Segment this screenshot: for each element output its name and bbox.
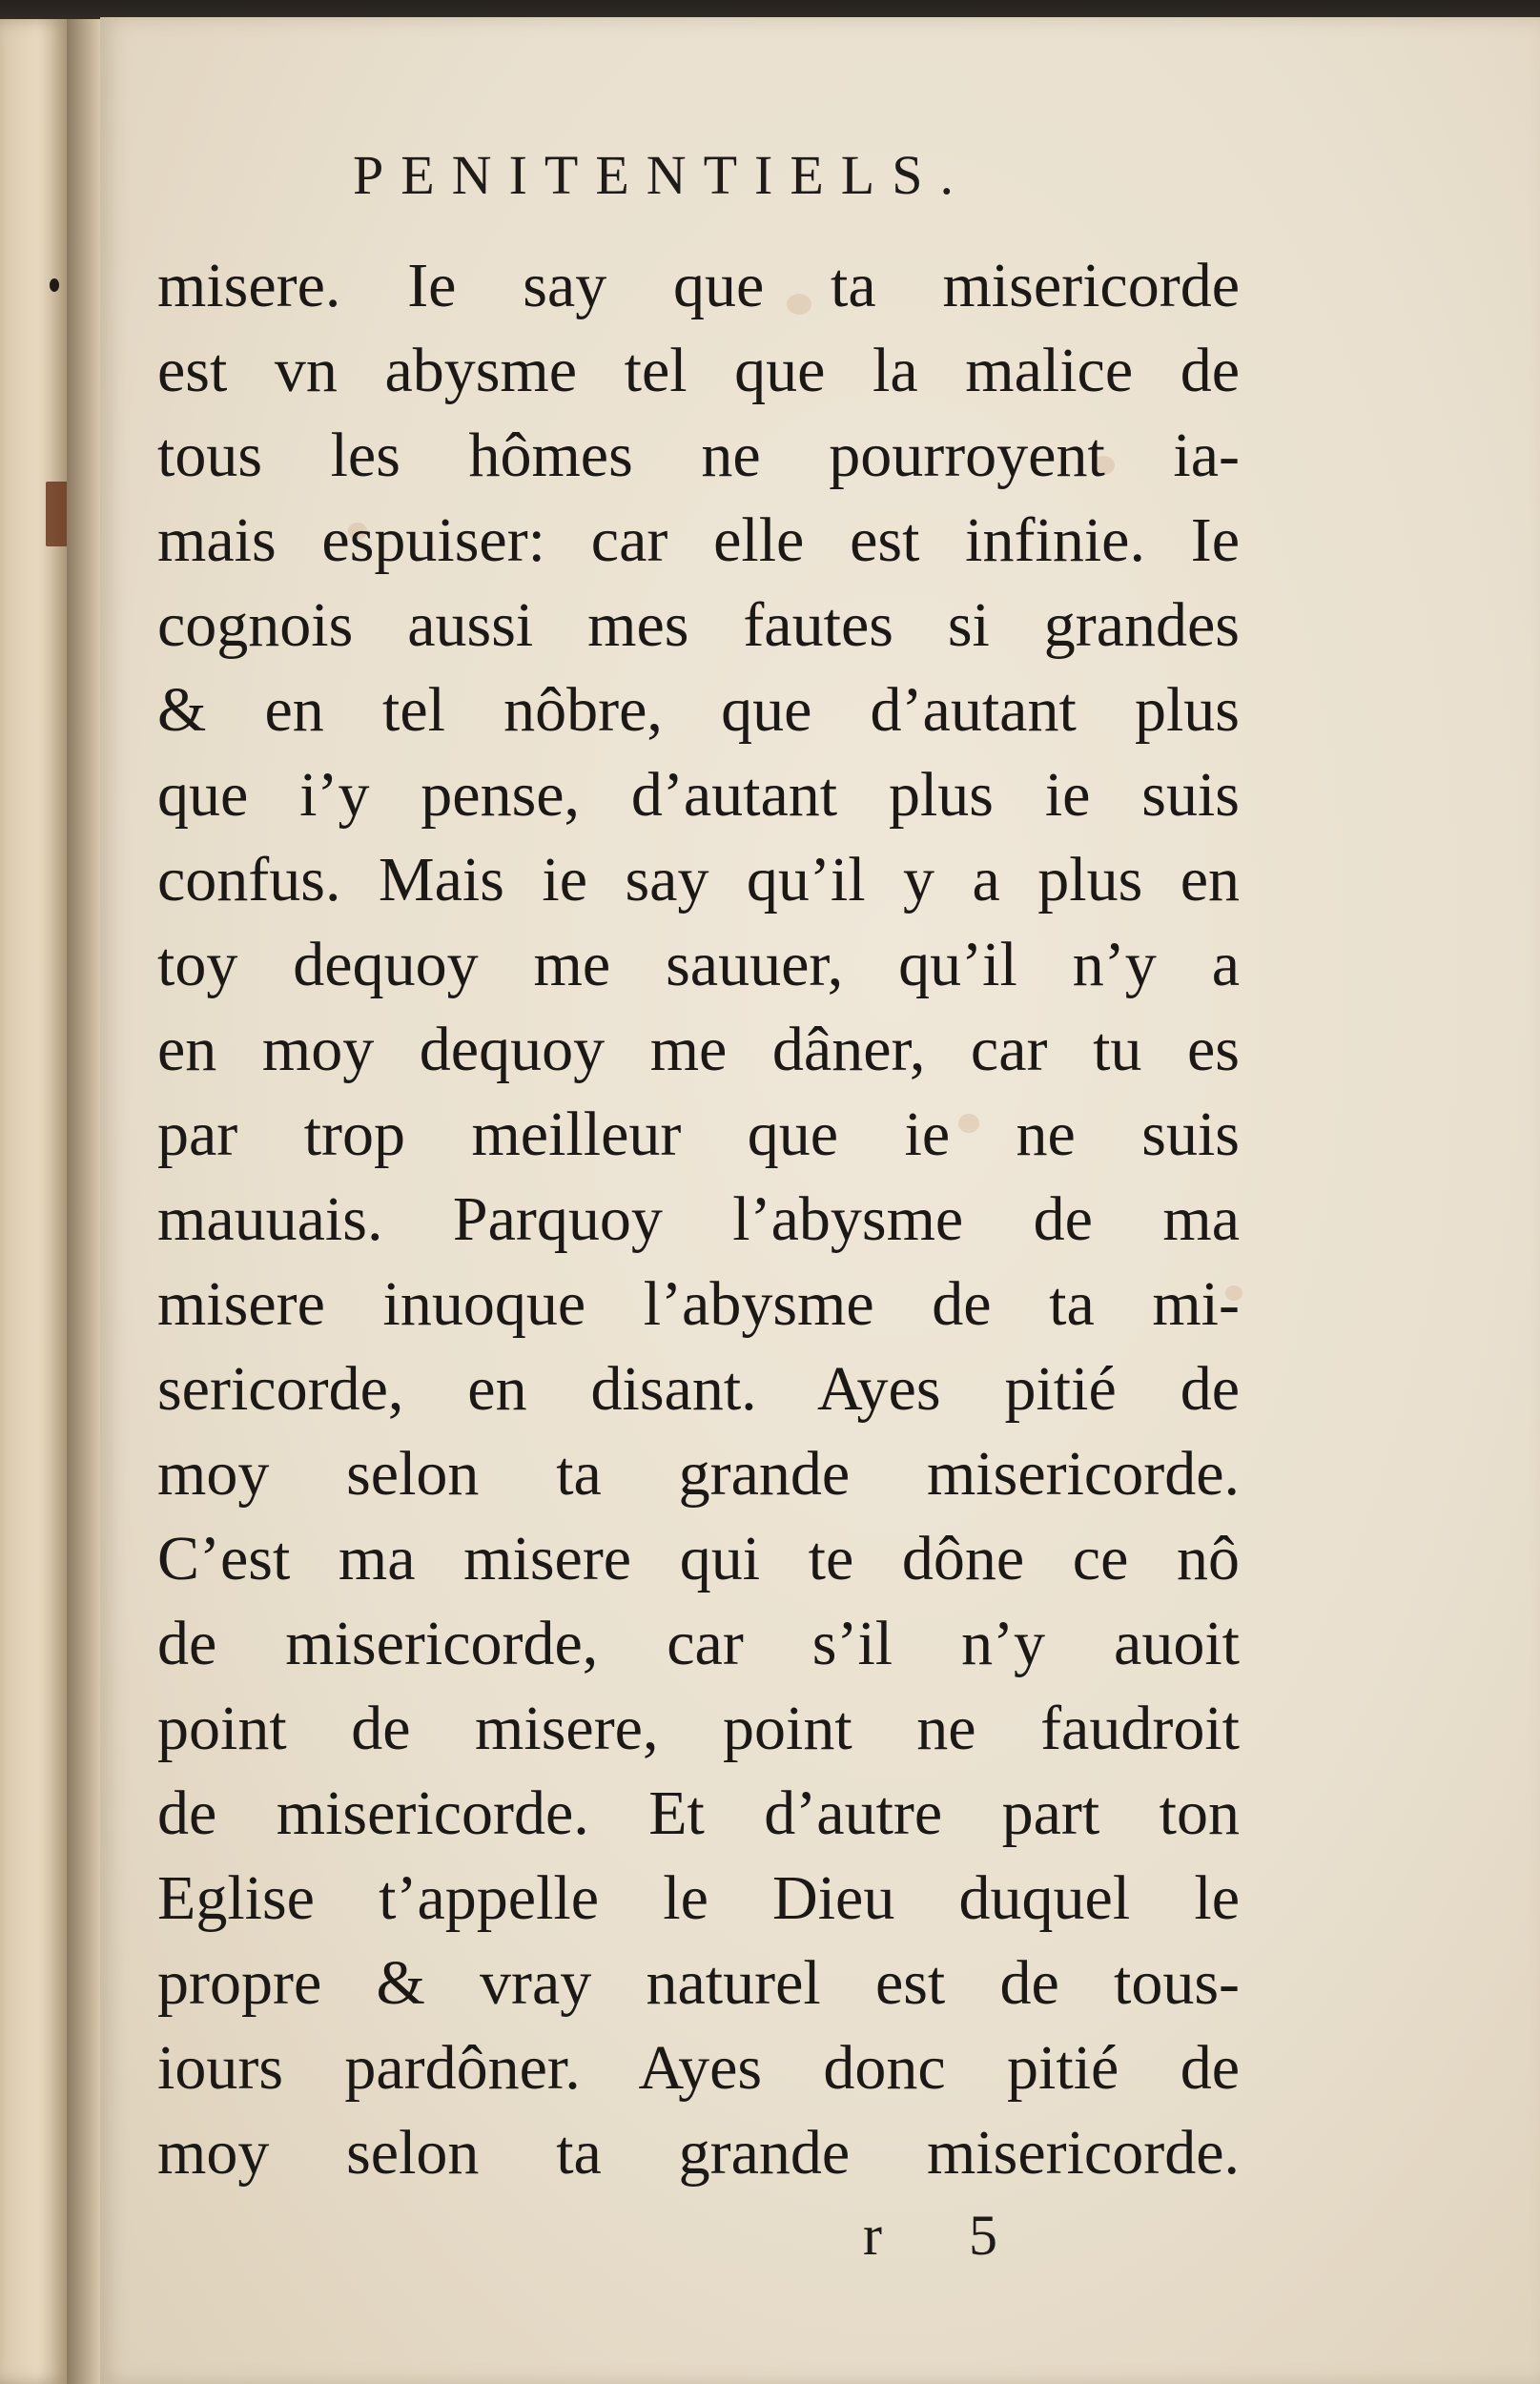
book-gutter bbox=[67, 19, 105, 2384]
text-line: C’est ma misere qui te dône ce nô bbox=[157, 1524, 1240, 1593]
text-line: par trop meilleur que ie ne suis bbox=[157, 1100, 1240, 1169]
text-line: Eglise t’appelle le Dieu duquel le bbox=[157, 1863, 1240, 1933]
text-line: confus. Mais ie say qu’il y a plus en bbox=[157, 845, 1240, 915]
text-line: propre & vray naturel est de tous- bbox=[157, 1948, 1240, 2018]
text-line: moy selon ta grande misericorde. bbox=[157, 2118, 1240, 2188]
ink-spot bbox=[50, 278, 59, 292]
text-line: de misericorde. Et d’autre part ton bbox=[157, 1778, 1240, 1848]
text-line: misere inuoque l’abysme de ta mi- bbox=[157, 1269, 1240, 1339]
text-line: est vn abysme tel que la malice de bbox=[157, 336, 1240, 405]
body-text bbox=[157, 243, 1244, 2195]
running-header: PENITENTIELS. bbox=[353, 144, 971, 206]
text-line: iours pardôner. Ayes donc pitié de bbox=[157, 2033, 1240, 2103]
text-line: cognois aussi mes fautes si grandes bbox=[157, 590, 1240, 660]
signature-mark: r 5 bbox=[863, 2204, 1034, 2267]
text-line: moy selon ta grande misericorde. bbox=[157, 1439, 1240, 1509]
text-line: misere. Ie say que ta misericorde bbox=[157, 251, 1240, 320]
text-line: mauuais. Parquoy l’abysme de ma bbox=[157, 1184, 1240, 1254]
text-line: & en tel nôbre, que d’autant plus bbox=[157, 675, 1240, 745]
text-line: point de misere, point ne faudroit bbox=[157, 1694, 1240, 1763]
text-line: que i’y pense, d’autant plus ie suis bbox=[157, 760, 1240, 830]
text-line: tous les hômes ne pourroyent ia- bbox=[157, 421, 1240, 490]
text-line: toy dequoy me sauuer, qu’il n’y a bbox=[157, 930, 1240, 999]
text-line: en moy dequoy me dâner, car tu es bbox=[157, 1015, 1240, 1084]
text-line: mais espuiser: car elle est infinie. Ie bbox=[157, 505, 1240, 575]
facing-page-edge bbox=[0, 19, 69, 2384]
text-line: sericorde, en disant. Ayes pitié de bbox=[157, 1354, 1240, 1424]
text-line: de misericorde, car s’il n’y auoit bbox=[157, 1609, 1240, 1678]
